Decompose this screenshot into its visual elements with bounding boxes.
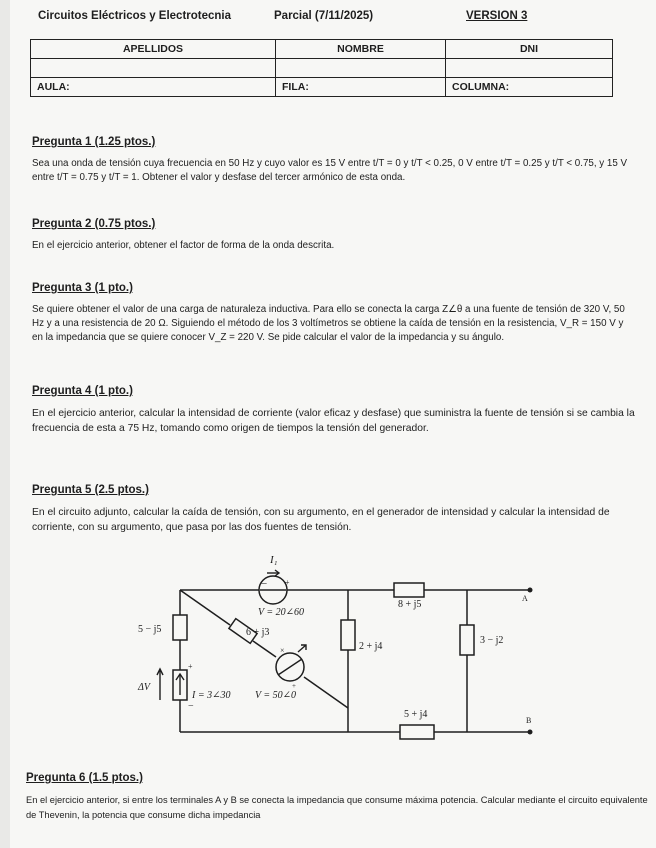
circuit-wires [180,590,530,732]
question-5-title: Pregunta 5 (2.5 ptos.) [32,484,149,496]
question-2-text: En el ejercicio anterior, obtener el factor de forma de la onda descrita. [32,240,335,251]
question-1-text: Sea una onda de tensión cuya frecuencia en 50 Hz y cuyo valor es 15 V entre t/T = 0 y t/T < 0.25, 0 V entre t/T = 0.25 y t/T < 0.75, y 15 V entre t/T = 0.75 y t/T = 1. Obtener el valor y desfase del tercer armónico de esta onda. [32,158,628,183]
question-1-title: Pregunta 1 (1.25 ptos.) [32,136,156,148]
impedance-5-mj5 [173,615,187,640]
z-mid-label: 2 + j4 [359,641,383,652]
v1-plus: + [285,578,290,587]
question-4 [32,385,637,436]
col-surname: APELLIDOS [31,40,276,59]
v2-label: V = 50∠0 [255,690,297,701]
student-id-table [30,39,613,97]
aula-cell[interactable]: AULA: [31,78,276,97]
v2-cross: × [280,646,285,655]
impedance-8-j5 [394,583,424,597]
columna-cell[interactable]: COLUMNA: [446,78,613,97]
question-2-title: Pregunta 2 (0.75 ptos.) [32,218,156,230]
question-6-text: En el ejercicio anterior, si entre los terminales A y B se conecta la impedancia que consume máxima potencia. Calcular mediante el circuito equivalente de Thevenin, la potencia que consume dicha impedancia [26,795,648,820]
impedance-2-j4 [341,620,355,650]
question-6-title: Pregunta 6 (1.5 ptos.) [26,772,143,784]
v2-plus: + [292,682,296,690]
current-source-label: I = 3∠30 [192,690,231,701]
exam-version: VERSION 3 [466,10,528,22]
z-right-label: 3 − j2 [480,635,504,646]
question-1 [32,136,637,185]
isrc-plus: + [188,662,193,671]
question-3-text: Se quiere obtener el valor de una carga de naturaleza inductiva. Para ello se conecta la carga Z∠θ a una fuente de tensión de 320 V, 50 Hz y a una resistencia de 20 Ω. Siguiendo el método de los 3 voltímetros se obtiene la caída de tensión en la resistencia, V_R = 150 V y en la impedancia que se quiere conocer V_Z = 220 V. Se pide calcular el valor de la impedancia y su ángulo. [32,304,625,343]
fila-cell[interactable]: FILA: [276,78,446,97]
impedance-5-j4 [400,725,434,739]
question-3 [32,282,637,345]
impedance-3-mj2 [460,625,474,655]
question-4-title: Pregunta 4 (1 pto.) [32,385,133,397]
question-4-text: En el ejercicio anterior, calcular la intensidad de corriente (valor eficaz y desfase) que suministra la fuente de tensión si se cambia la frecuencia de esta a 75 Hz, tomando como origen de tiempos la tensión del generador. [32,408,635,434]
question-3-title: Pregunta 3 (1 pto.) [32,282,133,294]
terminal-b-dot[interactable] [528,730,533,735]
terminal-b-label[interactable]: B [526,716,532,725]
name-cell[interactable] [276,59,446,78]
question-5-text: En el circuito adjunto, calcular la caída de tensión, con su argumento, en el generador de intensidad y calcular la intensidad de corriente, con su argumento, que pasa por las dos fuentes de tensión. [32,507,610,533]
i1-label: I₁ [270,554,278,566]
dni-cell[interactable] [446,59,613,78]
question-5 [32,484,637,535]
circuit-diagram [130,545,550,745]
z-bottom-label: 5 + j4 [404,709,428,720]
exam-date: Parcial (7/11/2025) [274,10,374,22]
z-diag-label: 6 + j3 [246,627,270,638]
course-title: Circuitos Eléctricos y Electrotecnia [38,10,232,22]
terminal-a-label[interactable]: A [522,594,528,603]
col-dni: DNI [446,40,613,59]
question-2 [32,218,637,253]
terminal-a-dot[interactable] [528,588,533,593]
question-6 [26,772,651,823]
z-left-label: 5 − j5 [138,624,162,635]
z-top-label: 8 + j5 [398,599,422,610]
v1-label: V = 20∠60 [258,607,305,618]
v1-minus: − [261,578,268,590]
col-name: NOMBRE [276,40,446,59]
surname-cell[interactable] [31,59,276,78]
isrc-minus: − [188,701,194,712]
delta-v-label: ΔV [138,682,150,693]
